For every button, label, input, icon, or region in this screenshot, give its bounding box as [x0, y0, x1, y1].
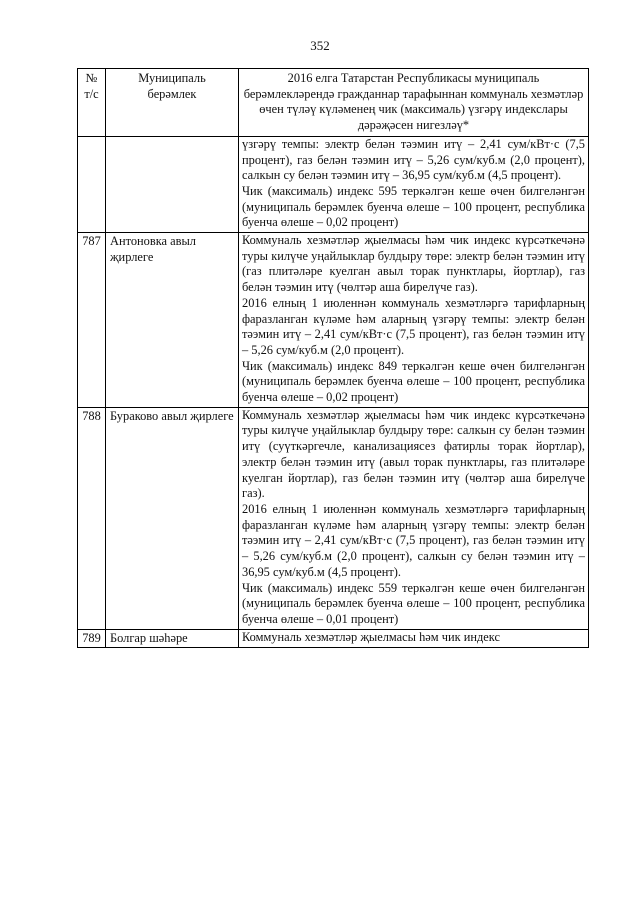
- table-row: [78, 629, 589, 648]
- row-paragraph: Коммуналь хезмәтләр җыелмасы һәм чик индекс күрсәткечәнә туры килүче уңайлыклар булдыру төре: электр белән тәэмин итү (газ плитәләре куелган авыл торак пунктлары, йортлар), газ белән тәэмин итү (чөлтәр аша бирелүче газ).: [242, 233, 585, 295]
- row-paragraph: 2016 елның 1 июленнән коммуналь хезмәтләргә тарифларның фаразланган күләме һәм аларның үзгәрү темпы: электр белән тәэмин итү – 2,41 сум/кВт·с (7,5 процент), газ белән тәэмин итү – 5,26 сум/куб.м (2,0 процент).: [242, 295, 585, 357]
- header-description-text: 2016 елга Татарстан Республикасы муниципаль берәмлекләрендә гражданнар тарафыннан коммуналь хезмәтләр өчен түләү күләменең чик (максималь) үзгәрү индекслары дәрәҗәсен нигезләү*: [243, 71, 584, 133]
- row-paragraph: Коммуналь хезмәтләр җыелмасы һәм чик индекс күрсәткечәнә туры килүче уңайлыклар булдыру төре: салкын су белән тәэмин итү (суүткәргечле, канализациясез фатирлы торак йортлар), электр белән тәэмин итү (авыл торак пунктлары, газ плитәләре куелган йортлар), газ белән тәэмин итү (чөлтәр аша бирелүче газ).: [242, 407, 585, 501]
- table-row: [78, 136, 589, 232]
- row-number: 787: [78, 233, 106, 408]
- row-municipality: Болгар шәһәре: [106, 629, 239, 648]
- row-municipality: [106, 136, 239, 232]
- row-paragraph: Чик (максималь) индекс 595 теркәлгән кеше өчен билгеләнгән (муниципаль берәмлек буенча өлеше – 100 процент, республика буенча өлеше – 0,02 процент): [242, 183, 585, 230]
- row-number: 788: [78, 407, 106, 629]
- row-paragraph: Коммуналь хезмәтләр җыелмасы һәм чик индекс: [242, 629, 500, 644]
- row-paragraph: үзгәрү темпы: электр белән тәэмин итү – 2,41 сум/кВт·с (7,5 процент), газ белән тәэмин итү – 5,26 сум/куб.м (2,0 процент), салкын су белән тәэмин итү – 36,95 сум/куб.м (4,5 процент).: [242, 136, 585, 183]
- page-number: 352: [310, 38, 330, 53]
- row-municipality: Бураково авыл җирлеге: [106, 407, 239, 629]
- row-description: [239, 136, 589, 232]
- table-row: [78, 233, 589, 408]
- header-number: [78, 69, 106, 137]
- row-number: 789: [78, 629, 106, 648]
- row-paragraph: Чик (максималь) индекс 849 теркәлгән кеше өчен билгеләнгән (муниципаль берәмлек буенча өлеше – 100 процент, республика буенча өлеше – 0,02 процент): [242, 358, 585, 405]
- tariff-index-table: [77, 68, 589, 648]
- row-description: [239, 407, 589, 629]
- row-paragraph: Чик (максималь) индекс 559 теркәлгән кеше өчен билгеләнгән (муниципаль берәмлек буенча өлеше – 100 процент, республика буенча өлеше – 0,01 процент): [242, 580, 585, 626]
- row-municipality: Антоновка авыл җирлеге: [106, 233, 239, 408]
- header-description: [239, 69, 589, 137]
- row-description: [239, 233, 589, 408]
- table-header-row: [78, 69, 589, 137]
- table-row: [78, 407, 589, 629]
- header-municipality: [106, 69, 239, 137]
- row-paragraph: 2016 елның 1 июленнән коммуналь хезмәтләргә тарифларның фаразланган күләме һәм аларның үзгәрү темпы: электр белән тәэмин итү – 2,41 сум/кВт·с (7,5 процент), газ белән тәэмин итү – 5,26 сум/куб.м (2,0 процент), салкын су белән тәэмин итү – 36,95 сум/куб.м (4,5 процент).: [242, 501, 585, 579]
- row-description: [239, 629, 589, 648]
- header-municipality-text: Муниципаль берәмлек: [138, 71, 206, 101]
- header-number-text: № т/с: [84, 71, 99, 101]
- row-number: [78, 136, 106, 232]
